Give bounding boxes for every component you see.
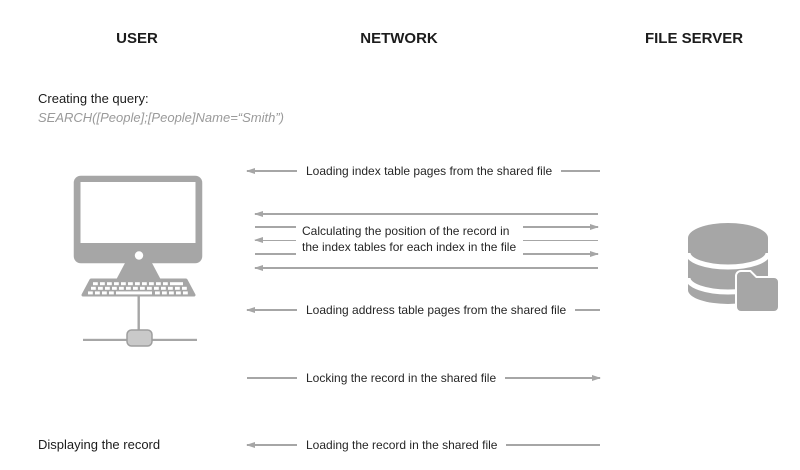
arrow-to-user bbox=[255, 213, 598, 215]
query-title: Creating the query: bbox=[38, 91, 149, 106]
arrow-to-server bbox=[505, 377, 600, 379]
folder-overlay bbox=[737, 272, 778, 311]
message-label-line1: Calculating the position of the record in bbox=[302, 224, 510, 238]
lane-header-network: NETWORK bbox=[360, 30, 438, 47]
database-folder-icon bbox=[688, 222, 780, 319]
arrow-line bbox=[247, 377, 297, 379]
arrow-line bbox=[506, 444, 600, 446]
query-code: SEARCH([People];[People]Name=“Smith”) bbox=[38, 110, 285, 125]
message-label: Locking the record in the shared file bbox=[306, 371, 497, 385]
message-label bbox=[296, 218, 523, 260]
message-calculating-position bbox=[255, 213, 598, 269]
desktop-computer-icon bbox=[73, 175, 203, 352]
arrow-line bbox=[575, 309, 600, 311]
arrow-to-user bbox=[255, 267, 598, 269]
arrow-line bbox=[561, 170, 600, 172]
message-label: Loading address table pages from the shared file bbox=[306, 303, 567, 317]
message-locking-record bbox=[247, 371, 600, 385]
lane-header-user: USER bbox=[116, 30, 158, 47]
result-annotation: Displaying the record bbox=[38, 437, 161, 452]
query-annotation bbox=[38, 89, 284, 127]
message-label: Loading index table pages from the shared file bbox=[306, 164, 553, 178]
message-loading-address-pages bbox=[247, 303, 600, 317]
lane-header-file-server: FILE SERVER bbox=[644, 30, 744, 47]
arrow-to-user bbox=[247, 309, 297, 311]
message-label: Loading the record in the shared file bbox=[306, 438, 498, 452]
message-loading-record bbox=[247, 438, 600, 452]
network-node bbox=[127, 330, 152, 346]
arrow-to-user bbox=[247, 444, 297, 446]
message-loading-index-pages bbox=[247, 164, 600, 178]
network-cable bbox=[138, 296, 140, 334]
arrow-to-user bbox=[247, 170, 297, 172]
message-label-line2: the index tables for each index in the file bbox=[302, 240, 517, 254]
